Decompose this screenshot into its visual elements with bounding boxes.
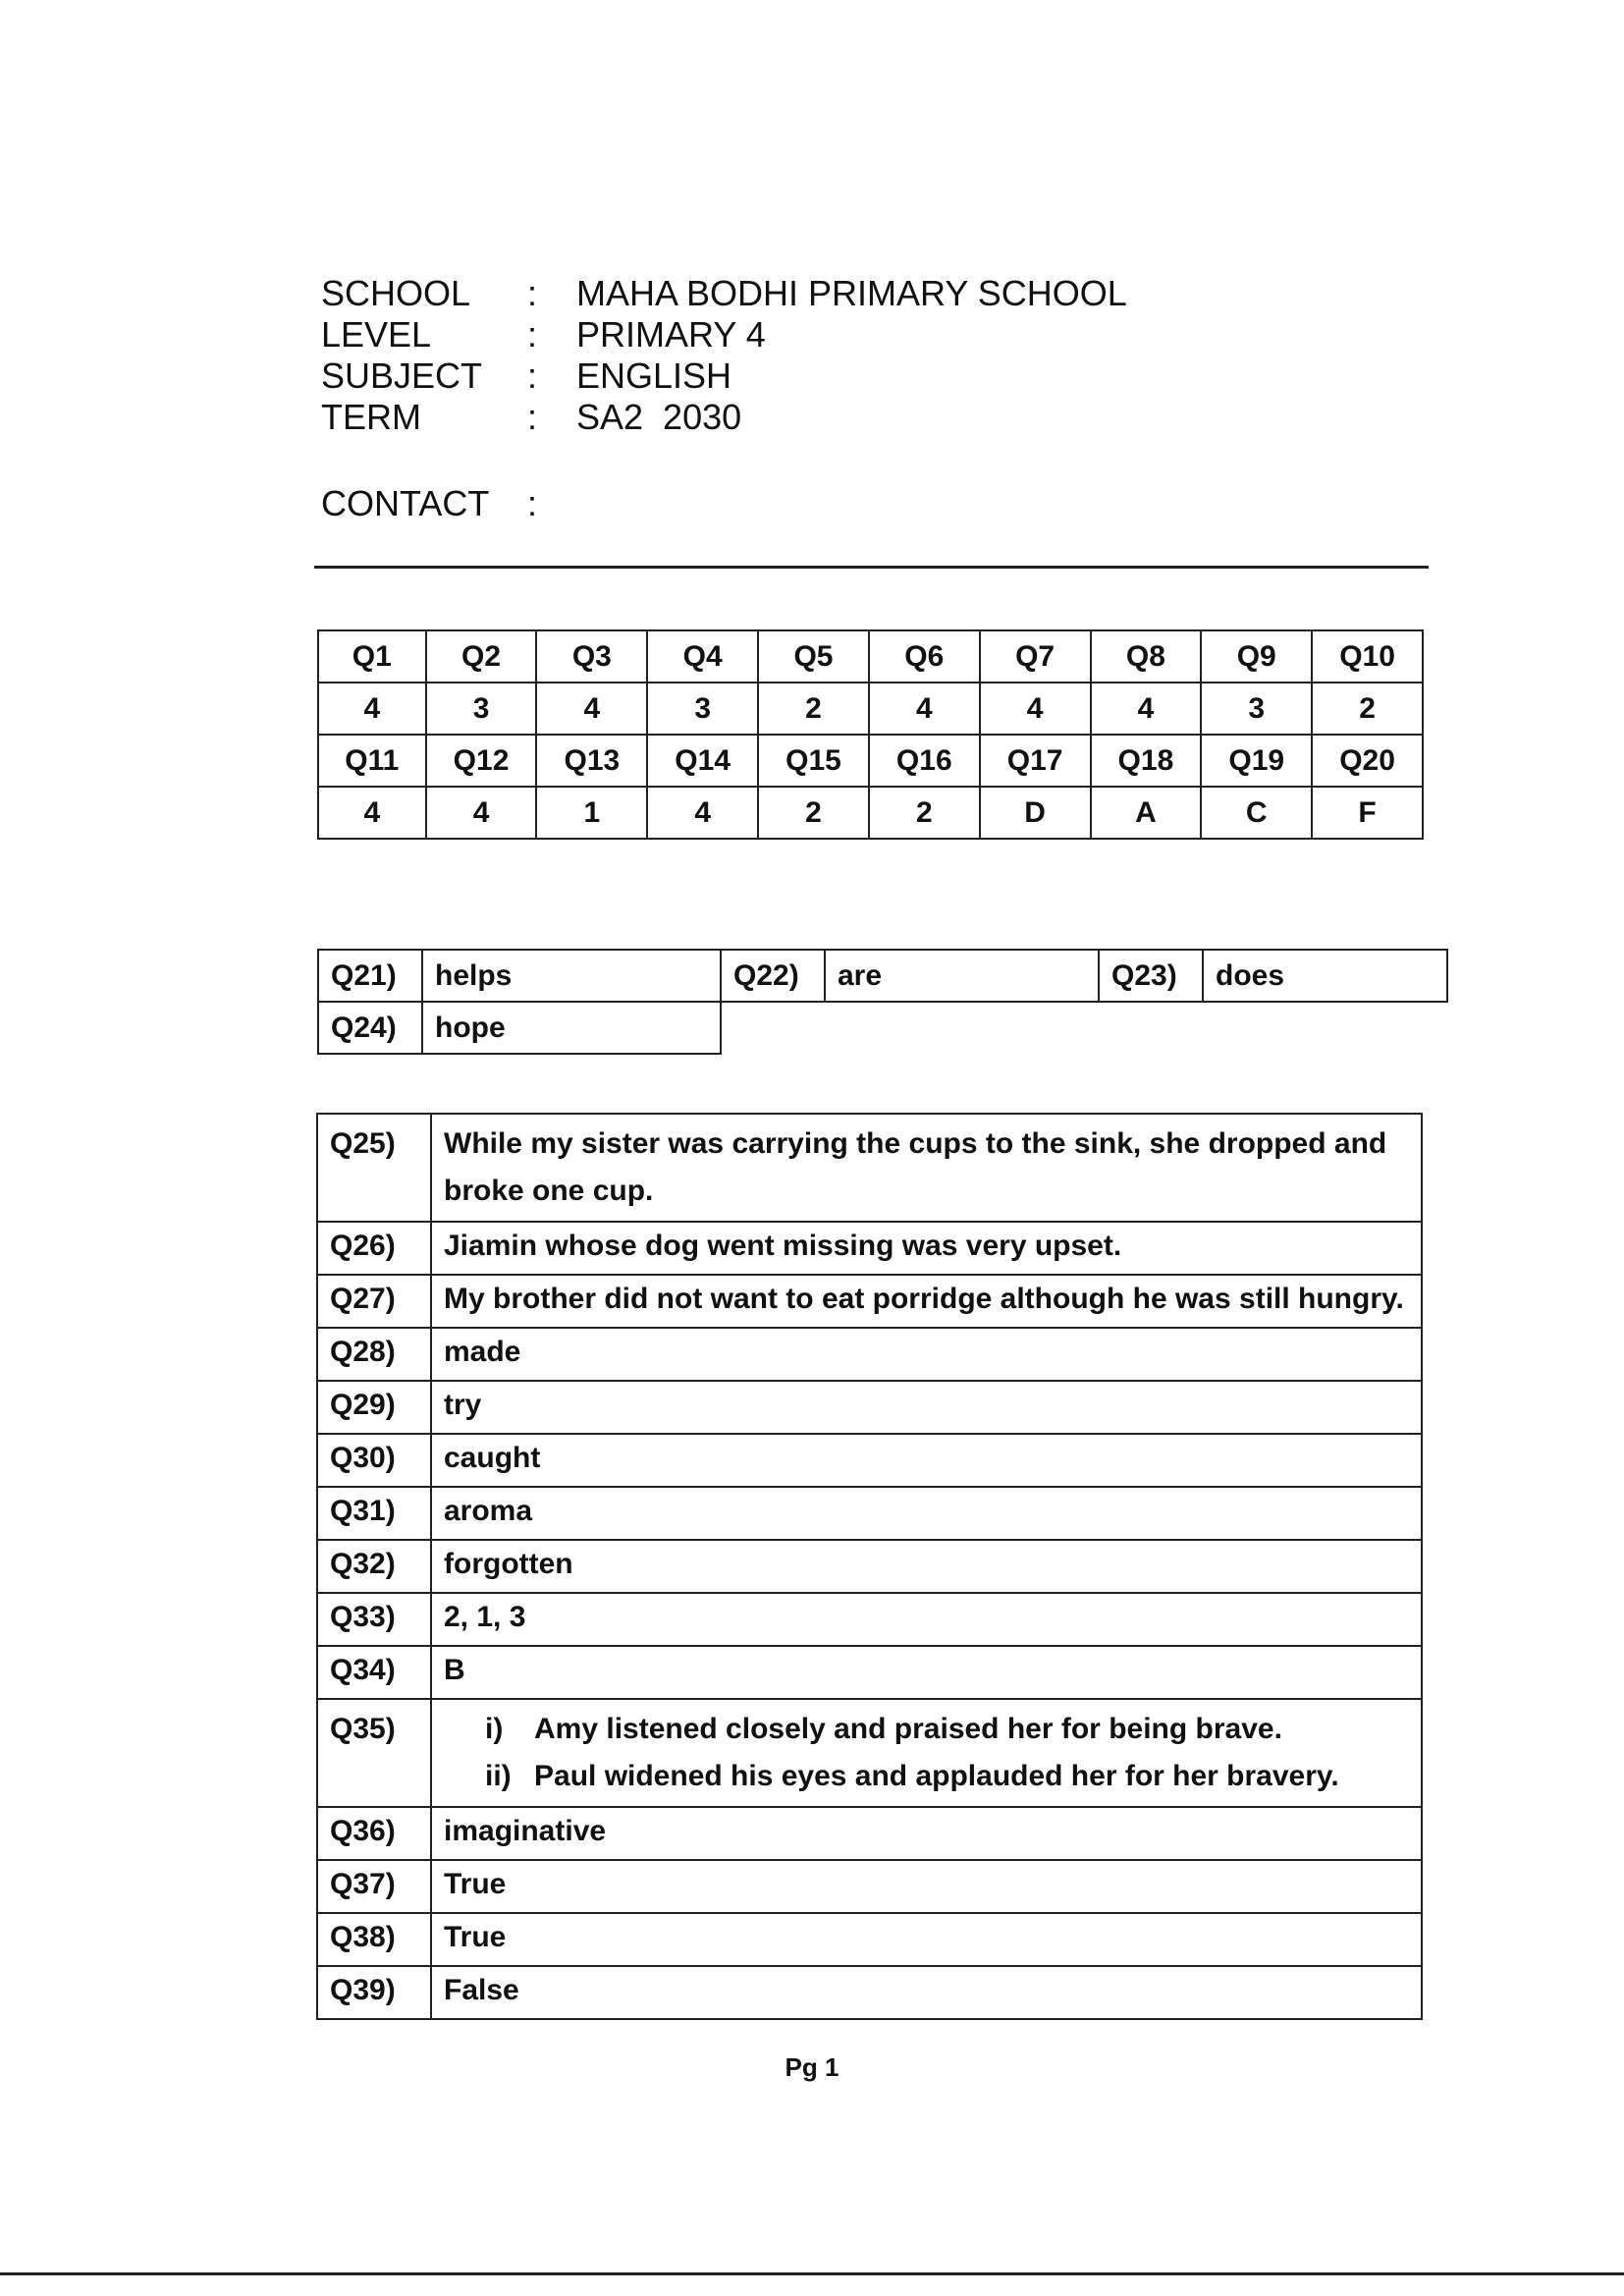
fill-empty-cell <box>721 1002 1447 1054</box>
fill-answer-cell: helps <box>422 950 721 1002</box>
mcq-question-cell: Q19 <box>1201 735 1312 787</box>
contact-colon: : <box>527 483 538 523</box>
mcq-question-cell: Q2 <box>426 630 537 683</box>
mcq-question-cell: Q10 <box>1312 630 1423 683</box>
answer-row-q31 <box>317 1487 1422 1540</box>
mcq-answer-cell: C <box>1201 787 1312 839</box>
answer-row-q28 <box>317 1328 1422 1381</box>
mcq-question-cell: Q4 <box>647 630 758 683</box>
mcq-answer-cell: 4 <box>980 683 1091 735</box>
header-row-term <box>321 397 1127 438</box>
answer-row-q37 <box>317 1860 1422 1913</box>
mcq-answer-cell: 4 <box>647 787 758 839</box>
answer-text: True <box>431 1860 1422 1913</box>
level-value: PRIMARY 4 <box>576 314 766 355</box>
mcq-answer-cell: 2 <box>1312 683 1423 735</box>
answer-row-q29 <box>317 1381 1422 1434</box>
mcq-answer-cell: 4 <box>426 787 537 839</box>
answer-row-q33 <box>317 1593 1422 1646</box>
sub-answer-text: Paul widened his eyes and applauded her for her bravery. <box>534 1760 1339 1792</box>
header-row-level <box>321 314 1127 355</box>
mcq-question-cell: Q16 <box>869 735 980 787</box>
answer-row-q39 <box>317 1966 1422 2019</box>
sub-answer-number: ii) <box>485 1760 512 1792</box>
mcq-question-cell: Q11 <box>318 735 426 787</box>
term-label: TERM <box>321 397 421 437</box>
subject-label: SUBJECT <box>321 355 483 396</box>
mcq-answer-cell: 2 <box>758 787 869 839</box>
long-answer-table <box>316 1113 1423 2020</box>
question-number: Q33) <box>317 1593 431 1646</box>
answer-row-q32 <box>317 1540 1422 1593</box>
question-number: Q38) <box>317 1913 431 1966</box>
school-value: MAHA BODHI PRIMARY SCHOOL <box>576 273 1127 313</box>
answer-text: aroma <box>431 1487 1422 1540</box>
mcq-answer-cell: D <box>980 787 1091 839</box>
contact-label: CONTACT <box>321 483 490 523</box>
mcq-question-cell: Q5 <box>758 630 869 683</box>
answer-text: imaginative <box>431 1807 1422 1860</box>
answer-text: While my sister was carrying the cups to the sink, she dropped and broke one cup. <box>431 1114 1422 1222</box>
mcq-answer-cell: 3 <box>647 683 758 735</box>
question-number: Q25) <box>317 1114 431 1222</box>
mcq-question-row-1 <box>318 630 1423 683</box>
answer-text: Jiamin whose dog went missing was very upset. <box>431 1222 1422 1275</box>
fill-row-1 <box>318 950 1447 1002</box>
mcq-question-cell: Q6 <box>869 630 980 683</box>
header-row-school <box>321 273 1127 314</box>
mcq-answer-cell: A <box>1091 787 1202 839</box>
answer-row-q27 <box>317 1275 1422 1328</box>
answer-text: caught <box>431 1434 1422 1487</box>
mcq-answer-cell: 4 <box>869 683 980 735</box>
mcq-answer-table <box>317 629 1424 840</box>
sub-answer-i <box>444 1706 1411 1753</box>
mcq-answer-cell: 1 <box>536 787 647 839</box>
mcq-question-cell: Q18 <box>1091 735 1202 787</box>
mcq-question-row-2 <box>318 735 1423 787</box>
mcq-question-cell: Q14 <box>647 735 758 787</box>
question-number: Q26) <box>317 1222 431 1275</box>
answer-row-q26 <box>317 1222 1422 1275</box>
bottom-divider <box>0 2272 1624 2275</box>
mcq-question-cell: Q12 <box>426 735 537 787</box>
mcq-question-cell: Q20 <box>1312 735 1423 787</box>
mcq-answer-cell: 2 <box>869 787 980 839</box>
question-number: Q37) <box>317 1860 431 1913</box>
mcq-answer-cell: 4 <box>1091 683 1202 735</box>
subject-value: ENGLISH <box>576 355 732 396</box>
fill-question-cell: Q24) <box>318 1002 422 1054</box>
mcq-answer-cell: 4 <box>536 683 647 735</box>
question-number: Q30) <box>317 1434 431 1487</box>
page-number: Pg 1 <box>785 2052 839 2082</box>
mcq-question-cell: Q3 <box>536 630 647 683</box>
subject-colon: : <box>527 355 538 396</box>
answer-text: My brother did not want to eat porridge although he was still hungry. <box>431 1275 1422 1328</box>
answer-row-q30 <box>317 1434 1422 1487</box>
fill-question-cell: Q22) <box>721 950 825 1002</box>
term-colon: : <box>527 397 538 437</box>
mcq-answer-cell: F <box>1312 787 1423 839</box>
term-value: SA2 2030 <box>576 397 742 437</box>
question-number: Q36) <box>317 1807 431 1860</box>
question-number: Q29) <box>317 1381 431 1434</box>
answer-text: True <box>431 1913 1422 1966</box>
mcq-answer-cell: 2 <box>758 683 869 735</box>
level-colon: : <box>527 314 538 355</box>
question-number: Q28) <box>317 1328 431 1381</box>
answer-row-q36 <box>317 1807 1422 1860</box>
question-number: Q31) <box>317 1487 431 1540</box>
mcq-answer-row-2 <box>318 787 1423 839</box>
question-number: Q35) <box>317 1699 431 1807</box>
mcq-question-cell: Q8 <box>1091 630 1202 683</box>
mcq-question-cell: Q13 <box>536 735 647 787</box>
answer-row-q34 <box>317 1646 1422 1699</box>
mcq-question-cell: Q9 <box>1201 630 1312 683</box>
school-label: SCHOOL <box>321 273 471 313</box>
answer-text <box>431 1699 1422 1807</box>
answer-text: made <box>431 1328 1422 1381</box>
sub-answer-ii <box>444 1753 1411 1800</box>
fill-in-answer-table <box>317 949 1448 1055</box>
mcq-question-cell: Q15 <box>758 735 869 787</box>
answer-row-q25 <box>317 1114 1422 1222</box>
fill-answer-cell: does <box>1203 950 1447 1002</box>
question-number: Q27) <box>317 1275 431 1328</box>
mcq-question-cell: Q7 <box>980 630 1091 683</box>
level-label: LEVEL <box>321 314 432 355</box>
question-number: Q34) <box>317 1646 431 1699</box>
mcq-question-cell: Q1 <box>318 630 426 683</box>
fill-row-2 <box>318 1002 1447 1054</box>
fill-question-cell: Q23) <box>1099 950 1203 1002</box>
school-colon: : <box>527 273 538 313</box>
fill-answer-cell: are <box>825 950 1099 1002</box>
mcq-answer-cell: 3 <box>1201 683 1312 735</box>
answer-row-q38 <box>317 1913 1422 1966</box>
answer-text: False <box>431 1966 1422 2019</box>
answer-text: forgotten <box>431 1540 1422 1593</box>
answer-text: try <box>431 1381 1422 1434</box>
header-divider <box>314 566 1429 569</box>
mcq-answer-cell: 4 <box>318 787 426 839</box>
sub-answer-number: i) <box>485 1713 504 1745</box>
mcq-answer-cell: 3 <box>426 683 537 735</box>
question-number: Q39) <box>317 1966 431 2019</box>
mcq-question-cell: Q17 <box>980 735 1091 787</box>
answer-row-q35 <box>317 1699 1422 1807</box>
answer-text: B <box>431 1646 1422 1699</box>
sub-answer-text: Amy listened closely and praised her for being brave. <box>534 1713 1282 1745</box>
fill-question-cell: Q21) <box>318 950 422 1002</box>
fill-answer-cell: hope <box>422 1002 721 1054</box>
header-block <box>321 273 1127 438</box>
mcq-answer-cell: 4 <box>318 683 426 735</box>
contact-row <box>321 483 537 524</box>
mcq-answer-row-1 <box>318 683 1423 735</box>
answer-text: 2, 1, 3 <box>431 1593 1422 1646</box>
header-row-subject <box>321 355 1127 397</box>
question-number: Q32) <box>317 1540 431 1593</box>
